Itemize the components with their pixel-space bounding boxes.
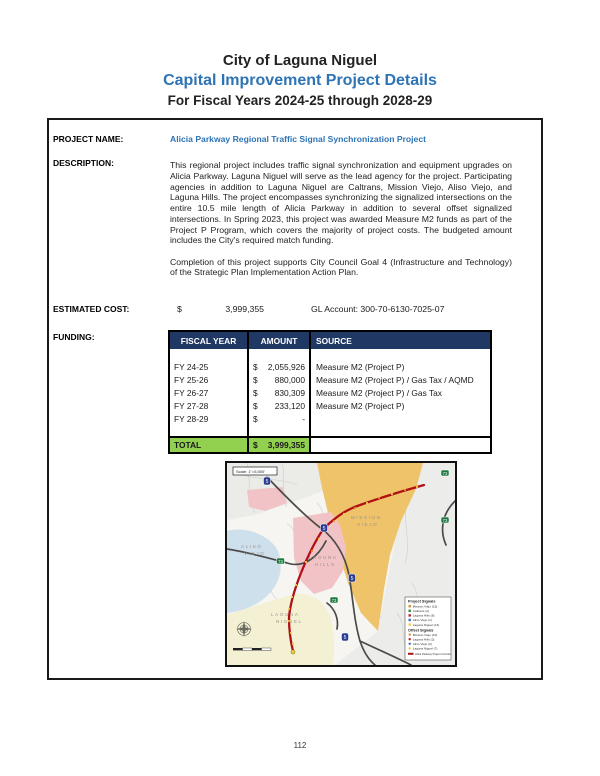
svg-text:73: 73 [442,517,448,523]
header-fiscal-year: FISCAL YEAR [170,332,249,349]
label-aliso-viejo: ALISO [241,544,263,549]
table-row-amount: $ 830,309 [249,387,311,400]
svg-text:5: 5 [265,479,269,485]
page-header [0,52,600,108]
map-scale-note [233,467,277,475]
funding-table [168,330,492,454]
legend-project-signals-title: Project Signals [408,599,436,604]
legend-offset-signals-title: Offset Signals [408,628,434,633]
project-details-box [47,118,543,680]
svg-text:Scale: 1"=5,500': Scale: 1"=5,500' [236,468,265,474]
table-row-amount: $ 880,000 [249,374,311,387]
page-number: 112 [293,741,307,750]
svg-text:VIEJO: VIEJO [244,551,266,556]
svg-text:73: 73 [331,597,337,603]
i5-shield [264,477,271,485]
table-row-fy: FY 28-29 [170,413,249,426]
table-row-amount: $ 2,055,926 [249,361,311,374]
route-73-shield [441,470,449,476]
total-label: TOTAL [170,438,249,452]
svg-text:73: 73 [442,470,448,476]
project-name-label: PROJECT NAME: [53,134,124,144]
report-title: Capital Improvement Project Details [163,72,437,89]
route-73-shield [277,558,285,564]
legend-item: Laguna Hills (8) [412,613,435,618]
gl-account: GL Account: 300-70-6130-7025-07 [311,304,445,314]
svg-text:HILLS: HILLS [315,562,336,567]
table-row-fy: FY 27-28 [170,400,249,413]
funding-table-header [170,332,490,349]
legend-corridor-label: Alicia Parkway Project Corridor [415,652,451,656]
project-location-map [225,461,457,667]
svg-text:73: 73 [278,558,283,564]
map-legend [405,597,451,660]
city-title: City of Laguna Niguel [222,52,378,69]
corridor-end-star [291,650,295,654]
svg-text:5: 5 [322,526,326,532]
description-paragraph-1: This regional project includes traffic signal synchronization and equipment upgrades on Alicia Parkway. Laguna Niguel will serve as the lead agency for the project. Participating agencies in addition to Laguna Niguel are Caltrans, Mission Viejo, Aliso Viejo, and Laguna Hills. The project encompasses synchronizing the signalized intersections on the entire 10.5 mile length of Alicia Parkway in addition to several offset signalized intersections. In Spring 2023, this project was awarded Measure M2 funds as part of the Project P Program, which covers the majority of project costs. The budgeted amount includes the City's required match funding. [170,160,512,246]
description-text [170,160,512,278]
table-row-source: Measure M2 (Project P) [316,362,405,372]
legend-item: Laguna Niguel (13) [412,622,440,627]
label-laguna-hills: LAGUNA [309,555,338,560]
svg-text:5: 5 [350,576,354,582]
description-paragraph-2: Completion of this project supports City Council Goal 4 (Infrastructure and Technology) of the Strategic Plan Implementation Action Plan. [170,256,512,278]
table-row-fy: FY 24-25 [170,361,249,374]
table-row-fy: FY 26-27 [170,387,249,400]
route-73-shield [441,517,449,523]
legend-item: Laguna Hills (3) [412,637,435,642]
funding-table-body [170,349,490,436]
svg-text:NIGUEL: NIGUEL [276,619,303,624]
header-source: SOURCE [316,335,352,346]
estimated-cost-value: 3,999,355 [225,304,264,314]
legend-item: Aliso Viejo (1) [412,618,432,623]
table-row-amount: $ - [249,413,311,426]
label-laguna-niguel: LAGUNA [271,612,300,617]
legend-item: Mission Viejo (10) [412,632,438,637]
i5-shield [321,524,328,532]
legend-item: Aliso Viejo (2) [412,642,432,646]
funding-table-total-row [170,436,490,452]
estimated-cost-label: ESTIMATED COST: [53,304,130,314]
label-mission-viejo: MISSION [351,515,382,520]
fiscal-years-subtitle: For Fiscal Years 2024-25 through 2028-29 [167,93,433,108]
map-graphic [227,463,455,665]
description-label: DESCRIPTION: [53,158,114,168]
table-row-fy: FY 25-26 [170,374,249,387]
legend-item: Caltrans (2) [412,609,429,613]
legend-item: Mission Viejo (15) [412,604,438,609]
table-row-source: Measure M2 (Project P) [316,401,405,411]
table-row-source [311,413,490,426]
svg-text:5: 5 [343,635,347,641]
i5-shield [349,574,356,582]
table-row-source: Measure M2 (Project P) / Gas Tax [316,388,442,398]
legend-corridor-swatch [408,653,414,655]
i5-shield [342,633,349,641]
estimated-cost-currency: $ [177,304,182,314]
legend-item: Laguna Niguel (7) [412,646,438,651]
project-name-value: Alicia Parkway Regional Traffic Signal Synchronization Project [170,134,426,144]
route-73-shield [330,597,338,603]
svg-text:VIEJO: VIEJO [357,522,379,527]
total-amount: $ 3,999,355 [249,438,311,452]
funding-label: FUNDING: [53,332,95,342]
table-row-source: Measure M2 (Project P) / Gas Tax / AQMD [316,375,474,385]
scale-bar [233,648,271,650]
table-row-amount: $ 233,120 [249,400,311,413]
header-amount: AMOUNT [249,332,311,349]
